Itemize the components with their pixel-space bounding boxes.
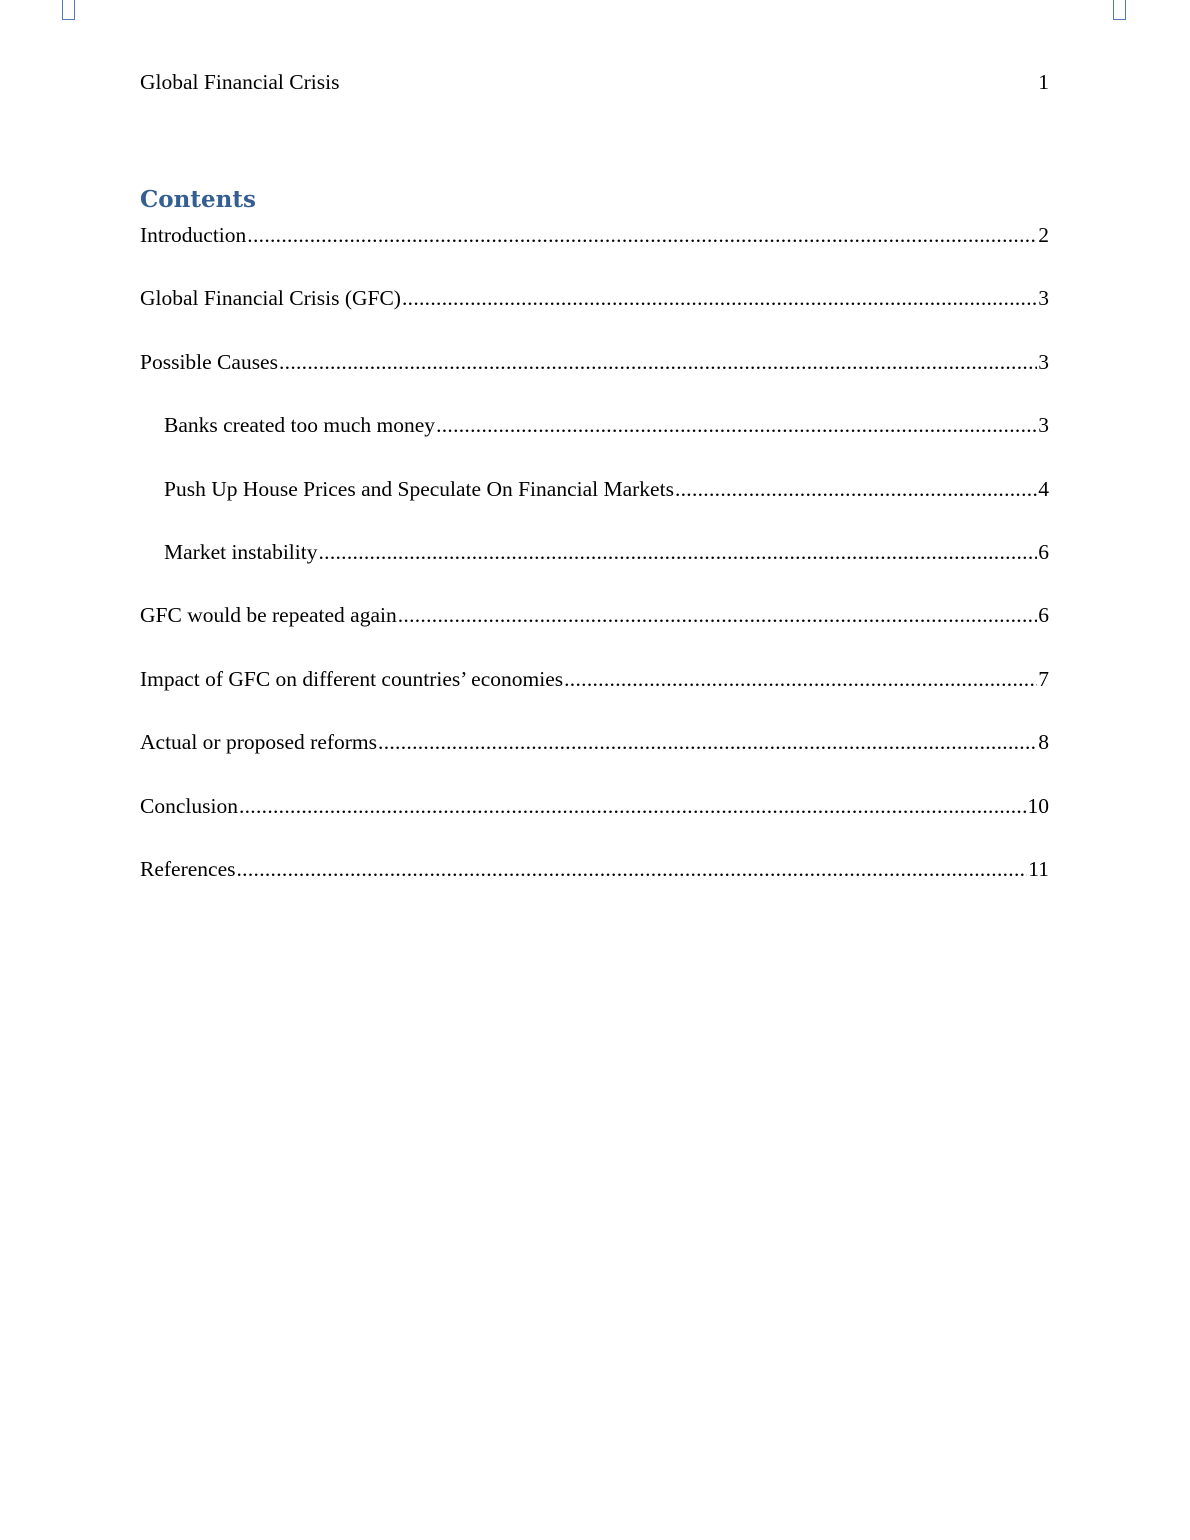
toc-entry-page: 3 — [1038, 413, 1049, 438]
dot-leader — [237, 857, 1028, 882]
toc-entry[interactable] — [140, 667, 1049, 730]
toc-entry-label: Global Financial Crisis (GFC) — [140, 286, 401, 311]
toc-entry-page: 6 — [1038, 603, 1049, 628]
toc-entry-page: 4 — [1038, 476, 1049, 501]
dot-leader — [675, 477, 1037, 502]
contents-heading: Contents — [140, 186, 256, 213]
dot-leader — [398, 603, 1038, 628]
page-header — [140, 70, 1049, 95]
toc-entry[interactable] — [140, 540, 1049, 603]
toc-entry[interactable] — [140, 413, 1049, 476]
dot-leader — [239, 794, 1027, 819]
crop-mark-right-icon — [1113, 0, 1126, 20]
toc-entry-label: GFC would be repeated again — [140, 603, 397, 628]
toc-entry[interactable] — [140, 603, 1049, 666]
dot-leader — [318, 540, 1037, 565]
toc-entry-label: Introduction — [140, 223, 247, 247]
toc-entry-label: Possible Causes — [140, 349, 278, 374]
toc-entry[interactable] — [140, 857, 1049, 920]
toc-entry-page: 3 — [1038, 286, 1049, 311]
header-title: Global Financial Crisis — [140, 70, 340, 94]
crop-mark-left-icon — [62, 0, 75, 20]
toc-entry-page: 7 — [1038, 666, 1049, 691]
toc-entry-page: 10 — [1027, 793, 1049, 818]
toc-entry-page: 6 — [1038, 539, 1049, 564]
toc-entry-page: 2 — [1038, 223, 1049, 247]
table-of-contents — [140, 223, 1049, 920]
dot-leader — [247, 223, 1037, 248]
dot-leader — [436, 413, 1037, 438]
toc-entry[interactable] — [140, 223, 1049, 286]
toc-entry-page: 3 — [1038, 349, 1049, 374]
toc-entry-label: References — [140, 856, 236, 881]
toc-entry[interactable] — [140, 730, 1049, 793]
dot-leader — [564, 667, 1037, 692]
toc-entry-label: Actual or proposed reforms — [140, 730, 378, 755]
dot-leader — [378, 730, 1037, 755]
toc-entry-label: Conclusion — [140, 793, 238, 818]
toc-entry-page: 8 — [1038, 730, 1049, 755]
toc-entry[interactable] — [140, 477, 1049, 540]
toc-entry-label: Push Up House Prices and Speculate On Financial Markets — [164, 476, 674, 501]
toc-entry-label: Market instability — [164, 539, 318, 564]
toc-entry-label: Banks created too much money — [164, 413, 436, 438]
page-number: 1 — [1038, 70, 1049, 94]
toc-entry[interactable] — [140, 794, 1049, 857]
toc-entry-page: 11 — [1028, 856, 1049, 881]
dot-leader — [279, 350, 1037, 375]
toc-entry-label: Impact of GFC on different countries’ economies — [140, 666, 564, 691]
toc-entry[interactable] — [140, 286, 1049, 349]
dot-leader — [402, 286, 1037, 311]
toc-entry[interactable] — [140, 350, 1049, 413]
